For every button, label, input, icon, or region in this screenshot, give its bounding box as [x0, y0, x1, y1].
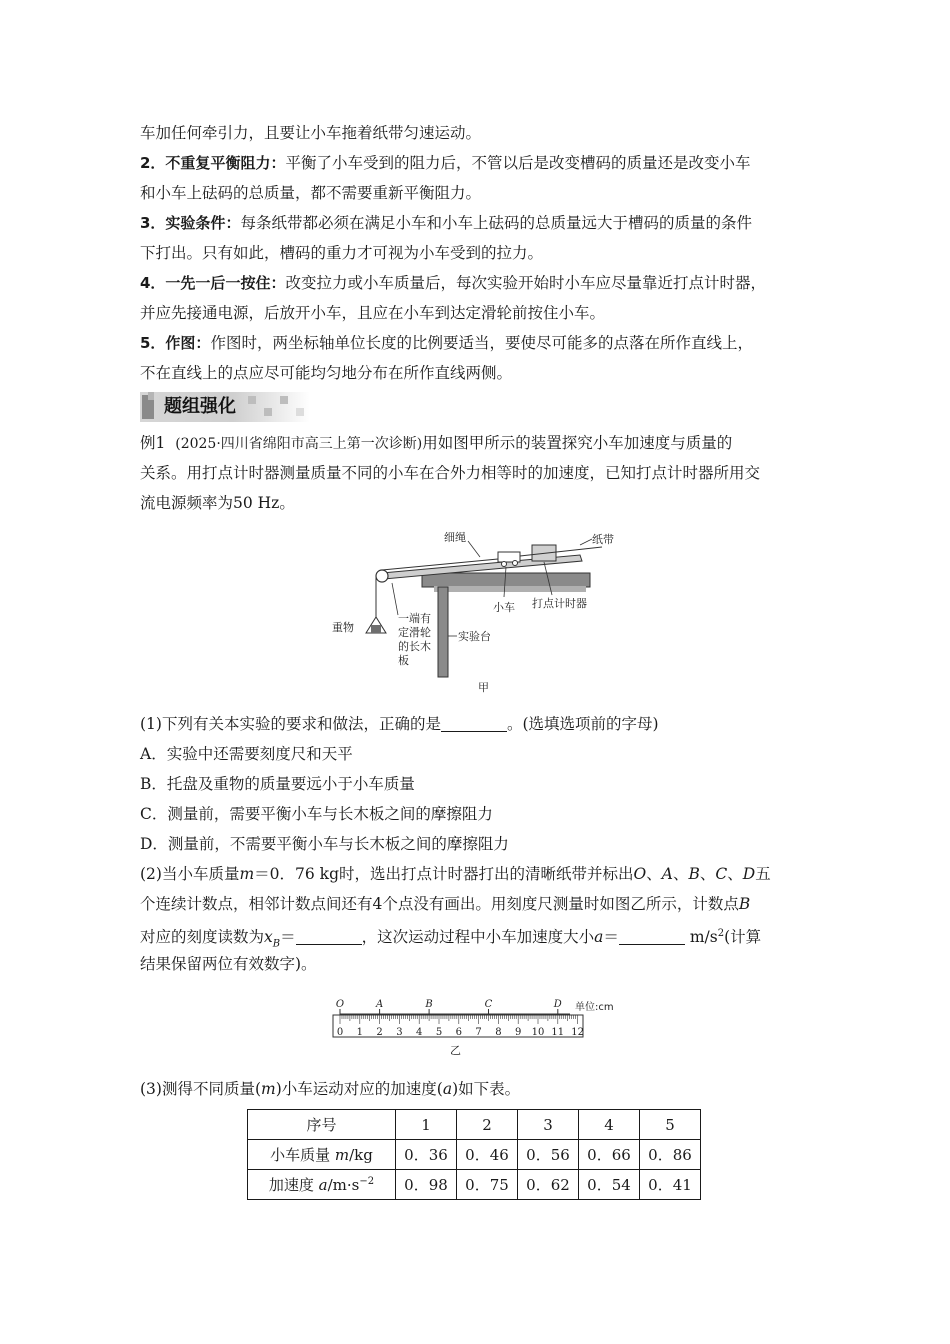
rope-label: 细绳 [444, 531, 466, 544]
checker-square [264, 408, 272, 416]
intro-line-0: 车加任何牵引力，且要让小车拖着纸带匀速运动。 [140, 124, 482, 142]
q2-point-o: O [633, 865, 647, 883]
q2-text-3b: ，这次运动过程中小车加速度大小 [361, 928, 595, 947]
q1-stem [140, 709, 830, 739]
row2-label-sup: −2 [359, 1176, 375, 1187]
ruler-number: 10 [531, 1027, 545, 1038]
ruler-number: 2 [376, 1027, 383, 1038]
q1-option-a: A．实验中还需要刻度尺和天平 [140, 745, 353, 763]
q2-var-m: m [239, 865, 255, 883]
ruler-number: 7 [475, 1027, 482, 1038]
point-4-text: 改变拉力或小车质量后，每次实验开始时小车应尽量靠近打点计时器， [285, 274, 766, 292]
q2-sep: 、 [672, 865, 689, 883]
board-label-3: 的长木 [398, 640, 431, 653]
board-label-1: 一端有 [398, 612, 431, 625]
board-label-4: 板 [398, 654, 409, 667]
q2-sep: 、 [646, 865, 662, 883]
example-line-2: 关系。用打点计时器测量质量不同的小车在合外力相等时的加速度，已知打点计时器所用交 [140, 464, 761, 482]
q3-var-a: a [442, 1080, 453, 1098]
q1-option-c: C．测量前，需要平衡小车与长木板之间的摩擦阻力 [140, 805, 493, 823]
document-body [140, 118, 830, 388]
table-cell: 0．98 [396, 1170, 457, 1200]
q2-text-3c: (计算 [724, 928, 762, 947]
table-cell: 0．75 [457, 1170, 518, 1200]
table-header-cell: 5 [640, 1110, 701, 1140]
q1-stem-text: (1)下列有关本实验的要求和做法，正确的是 [140, 715, 441, 733]
section-title: 题组强化 [164, 396, 236, 417]
q2-xb-blank[interactable] [296, 926, 362, 945]
example-text-1: 用如图甲所示的装置探究小车加速度与质量的 [422, 434, 733, 452]
q2-line-4: 结果保留两位有效数字)。 [140, 955, 317, 973]
example-label: 例1 [140, 434, 166, 452]
point-4-title: 4．一先一后一按住： [140, 274, 286, 292]
table-header-row [248, 1110, 701, 1140]
table-cell: 0．54 [579, 1170, 640, 1200]
table-label: 实验台 [458, 630, 491, 643]
point-label: O [335, 999, 345, 1010]
experiment-table-leg [438, 587, 448, 677]
tape-leader [580, 539, 592, 545]
table-header-cell: 4 [579, 1110, 640, 1140]
row2-label-b: /m·s [327, 1176, 360, 1194]
data-table [247, 1109, 701, 1200]
tape-label: 纸带 [592, 533, 614, 546]
q2-text-2a: 个连续计数点，相邻计数点间还有4个点没有画出。用刻度尺测量时如图乙所示，计数点 [140, 895, 739, 913]
q2-eq: ＝ [603, 928, 619, 947]
point-4-line-1 [140, 268, 830, 298]
ruler-points [336, 999, 562, 1015]
point-4-line-2: 并应先接通电源，后放开小车，且应在小车到达定滑轮前按住小车。 [140, 304, 606, 322]
table-header-cell: 3 [518, 1110, 579, 1140]
checker-square [280, 396, 288, 404]
q2-var-x: x [264, 928, 273, 947]
point-2-line-2: 和小车上砝码的总质量，都不需要重新平衡阻力。 [140, 184, 482, 202]
q2-a-blank[interactable] [619, 926, 685, 945]
q3-var-m: m [261, 1080, 276, 1098]
q2-line-2 [140, 889, 830, 919]
row1-label-b: /kg [349, 1146, 373, 1164]
table-header-label: 序号 [248, 1110, 396, 1140]
point-3-text: 每条纸带都必须在满足小车和小车上砝码的总质量远大于槽码的质量的条件 [240, 214, 752, 232]
rope-leader [468, 541, 480, 557]
point-label: B [425, 999, 433, 1010]
q2-point-d: D [742, 865, 756, 883]
q1-option-b: B．托盘及重物的质量要远小于小车质量 [140, 775, 415, 793]
q2-unit: m/s [684, 928, 718, 947]
point-3-line-1 [140, 208, 830, 238]
checker-square [248, 396, 256, 404]
table-cell: 0．46 [457, 1140, 518, 1170]
ruler-number: 11 [551, 1027, 565, 1038]
ruler-figure [330, 996, 630, 1058]
ruler-number: 9 [515, 1027, 522, 1038]
ruler-number: 12 [571, 1027, 584, 1038]
q2-text-a: (2)当小车质量 [140, 865, 240, 883]
figure1-caption: 甲 [478, 681, 489, 694]
q2-eq: ＝ [280, 928, 296, 947]
q2-var-a: a [594, 928, 604, 947]
q2-unit-sup: 2 [717, 928, 725, 939]
q3-text-c: )如下表。 [452, 1080, 521, 1098]
point-2-text: 平衡了小车受到的阻力后，不管以后是改变槽码的质量还是改变小车 [285, 154, 751, 172]
q2-line-1 [140, 859, 830, 889]
q2-point-b: B [688, 865, 700, 883]
point-5-text: 作图时，两坐标轴单位长度的比例要适当，要使尽可能多的点落在所作直线上， [210, 334, 753, 352]
table-header-cell: 1 [396, 1110, 457, 1140]
example-block [140, 428, 830, 518]
point-label: D [553, 999, 562, 1010]
row2-label-a: 加速度 [268, 1176, 319, 1194]
ruler-number: 6 [455, 1027, 462, 1038]
checker-square [296, 408, 304, 416]
table-cell: 0．41 [640, 1170, 701, 1200]
q2-point-a: A [661, 865, 673, 883]
q1-option-d: D．测量前，不需要平衡小车与长木板之间的摩擦阻力 [140, 835, 509, 853]
section-header [140, 392, 310, 422]
ruler-number: 0 [336, 1027, 344, 1038]
q3-text-a: (3)测得不同质量( [140, 1080, 262, 1098]
q2-point-b-ref: B [738, 895, 751, 913]
cart-wheel [513, 561, 518, 566]
table-row-acceleration [248, 1170, 701, 1200]
hanging-weight [371, 625, 381, 633]
point-5-title: 5．作图： [140, 334, 211, 352]
q2-text-b: ＝0．76 kg时，选出打点计时器打出的清晰纸带并标出 [254, 865, 634, 883]
table-cell: 0．62 [518, 1170, 579, 1200]
point-label: C [484, 999, 493, 1010]
pulley [376, 570, 388, 582]
q3-text-b: )小车运动对应的加速度( [275, 1080, 443, 1098]
table-row-label [248, 1140, 396, 1170]
row1-label-var: m [334, 1146, 350, 1164]
point-2-title: 2．不重复平衡阻力： [140, 154, 286, 172]
section-header-marker-top [148, 392, 154, 400]
point-2-line-1 [140, 148, 830, 178]
q2-var-x-sub: B [272, 938, 281, 950]
experiment-table-edge [434, 586, 586, 592]
table-header-cell: 2 [457, 1110, 518, 1140]
point-3-title: 3．实验条件： [140, 214, 241, 232]
table-cell: 0．86 [640, 1140, 701, 1170]
ruler-number: 5 [435, 1027, 443, 1038]
example-line-1 [140, 428, 830, 458]
point-3-line-2: 下打出。只有如此，槽码的重力才可视为小车受到的拉力。 [140, 244, 544, 262]
experiment-table-top [422, 573, 590, 587]
q3-block [140, 1074, 830, 1104]
timer-label: 打点计时器 [532, 597, 587, 610]
apparatus-figure [330, 525, 630, 697]
point-5-line-1 [140, 328, 830, 358]
q1-answer-blank[interactable] [441, 713, 507, 732]
weight-label: 重物 [332, 621, 354, 634]
cart-body [498, 552, 520, 562]
cart-wheel [502, 562, 507, 567]
example-source: (2025·四川省绵阳市高三上第一次诊断) [175, 436, 423, 452]
question-block [140, 709, 830, 979]
cart-label: 小车 [493, 601, 515, 614]
table-row-label [248, 1170, 396, 1200]
ruler-number: 3 [396, 1027, 403, 1038]
example-line-3: 流电源频率为50 Hz。 [140, 494, 295, 512]
point-5-line-2: 不在直线上的点应尽可能均匀地分布在所作直线两侧。 [140, 364, 513, 382]
q2-line-3 [140, 919, 830, 949]
q2-text-3a: 对应的刻度读数为 [140, 928, 265, 947]
row2-label-var: a [318, 1176, 328, 1194]
board-label-2: 定滑轮 [398, 626, 431, 639]
ruler-number: 4 [416, 1027, 423, 1038]
point-label: A [375, 999, 384, 1010]
q2-sep: 、 [699, 865, 716, 883]
ruler-number: 1 [356, 1027, 363, 1038]
q2-point-c: C [715, 865, 728, 883]
q3-stem [140, 1074, 830, 1104]
table-cell: 0．56 [518, 1140, 579, 1170]
board-leader [392, 583, 398, 615]
row1-label-a: 小车质量 [270, 1146, 335, 1164]
table-cell: 0．66 [579, 1140, 640, 1170]
figure2-caption: 乙 [450, 1044, 461, 1057]
q2-sep: 、 [727, 865, 743, 883]
q2-five: 五 [755, 865, 771, 883]
table-row-mass [248, 1140, 701, 1170]
table-cell: 0．36 [396, 1140, 457, 1170]
ruler-number: 8 [495, 1027, 502, 1038]
ruler-unit-label: 单位:cm [575, 1002, 614, 1013]
q1-hint: 。(选填选项前的字母) [506, 715, 659, 733]
